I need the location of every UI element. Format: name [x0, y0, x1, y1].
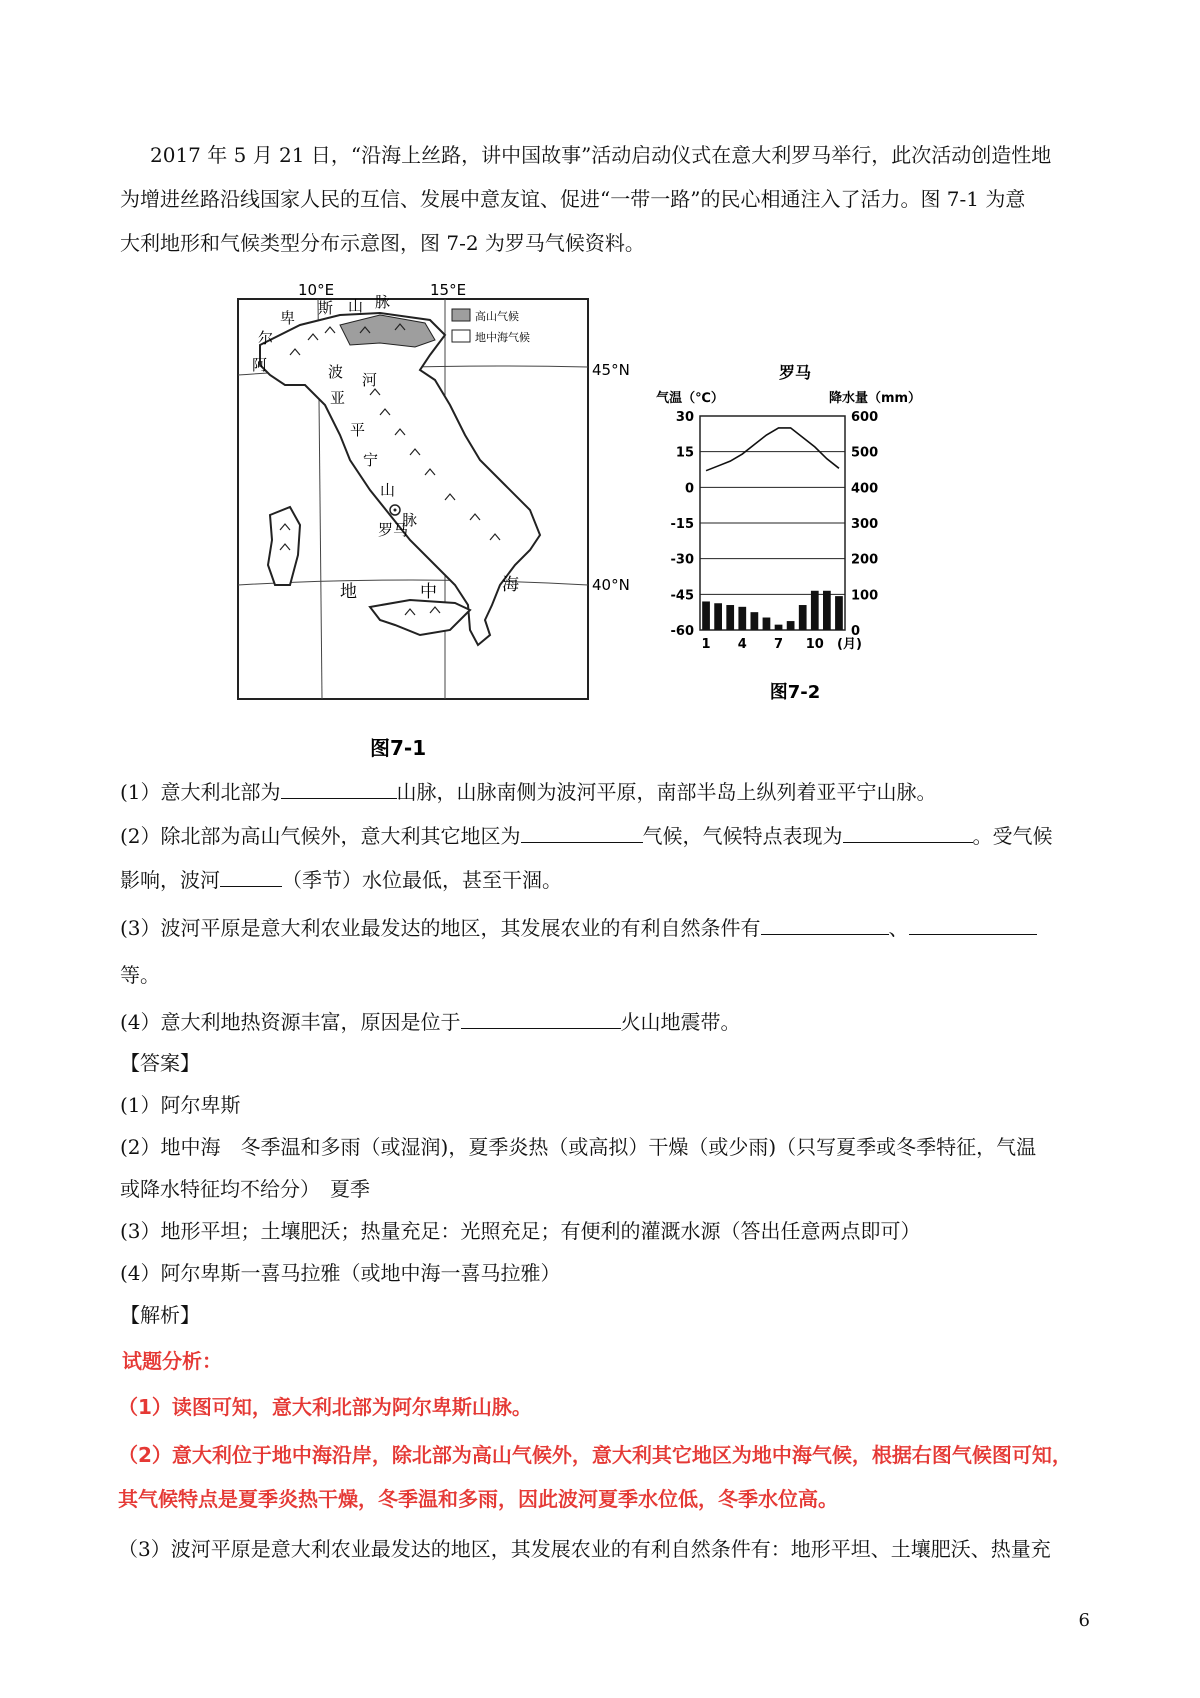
chart-temperature-line	[706, 428, 839, 471]
question-1-text-a: (1）意大利北部为	[120, 780, 281, 804]
chart-precip-bar	[787, 621, 795, 630]
label-apennine-3: 宁	[363, 451, 379, 469]
label-rome: 罗马	[378, 521, 409, 539]
chart-title: 罗马	[778, 363, 812, 382]
question-1-text-b: 山脉，山脉南侧为波河平原，南部半岛上纵列着亚平宁山脉。	[396, 780, 937, 804]
analysis-red-line-2: （2）意大利位于地中海沿岸，除北部为高山气候外，意大利其它地区为地中海气候，根据右图气候图可知，	[118, 1443, 1072, 1467]
chart-temp-tick-label: -15	[670, 517, 694, 532]
chart-precip-bar	[835, 596, 843, 630]
chart-precip-bar	[799, 605, 807, 630]
chart-month-tick-label: 1	[701, 637, 711, 652]
question-2-text-b: 气候，气候特点表现为	[642, 824, 843, 848]
answer-1: (1）阿尔卑斯	[120, 1093, 241, 1117]
lat-label-40n: 40°N	[592, 576, 630, 594]
question-2-text-a: (2）除北部为高山气候外，意大利其它地区为	[120, 824, 521, 848]
chart-temp-tick-label: 0	[684, 481, 694, 497]
chart-precip-bar	[702, 601, 710, 630]
question-3-line-2: 等。	[120, 963, 160, 987]
legend-label-alpine: 高山气候	[475, 310, 519, 323]
question-2-blank-2[interactable]	[843, 820, 973, 843]
chart-precip-tick-label: 0	[851, 624, 861, 639]
chart-precip-bar	[738, 607, 746, 630]
label-po-1: 波	[328, 363, 344, 381]
chart-precip-bar	[775, 625, 783, 630]
chart-caption: 图7-2	[769, 682, 821, 703]
label-po-2: 河	[362, 371, 378, 389]
question-3-text-a: (3）波河平原是意大利农业最发达的地区，其发展农业的有利自然条件有	[120, 916, 761, 940]
question-2-line-2	[120, 864, 562, 895]
label-sea-1: 地	[340, 582, 357, 602]
label-alps-4: 斯	[318, 299, 334, 317]
chart-temp-tick-label: -30	[670, 552, 694, 568]
analysis-red-line-1: （1）读图可知，意大利北部为阿尔卑斯山脉。	[118, 1395, 532, 1419]
intro-line-3: 大利地形和气候类型分布示意图，图 7-2 为罗马气候资料。	[120, 231, 645, 255]
label-alps-5: 山	[348, 297, 364, 315]
analysis-red-line-3: 其气候特点是夏季炎热干燥，冬季温和多雨，因此波河夏季水位低，冬季水位高。	[118, 1487, 838, 1511]
label-apennine-1: 亚	[330, 389, 346, 407]
lon-label-10e: 10°E	[298, 281, 335, 299]
question-1-blank[interactable]	[281, 776, 397, 799]
question-1	[120, 776, 937, 807]
question-4-text-a: (4）意大利地热资源丰富，原因是位于	[120, 1010, 461, 1034]
label-sea-3: 海	[502, 575, 519, 595]
question-2-text-d: 影响，波河	[120, 868, 220, 892]
analysis-line-3: （3）波河平原是意大利农业最发达的地区，其发展农业的有利自然条件有：地形平坦、土壤肥沃、热量充	[118, 1537, 1051, 1561]
intro-line-2: 为增进丝路沿线国家人民的互信、发展中意友谊、促进“一带一路”的民心相通注入了活力。图 7-1 为意	[120, 187, 1026, 211]
analysis-red-line-0: 试题分析：	[122, 1349, 222, 1373]
lon-label-15e: 15°E	[430, 281, 467, 299]
answer-3: (3）地形平坦；土壤肥沃；热量充足：光照充足；有便利的灌溉水源（答出任意两点即可）	[120, 1219, 921, 1243]
answer-4: (4）阿尔卑斯一喜马拉雅（或地中海一喜马拉雅）	[120, 1261, 561, 1285]
analysis-heading: 【解析】	[120, 1303, 200, 1327]
chart-precip-tick-label: 200	[851, 552, 879, 568]
answer-2-line-1: (2）地中海 冬季温和多雨（或湿润)，夏季炎热（或高拟）干燥（或少雨)（只写夏季或冬季特征，气温	[120, 1135, 1037, 1159]
chart-precip-tick-label: 400	[851, 481, 879, 497]
question-4-text-b: 火山地震带。	[620, 1010, 741, 1034]
question-2-text-c: 。受气候	[972, 824, 1053, 848]
question-3-blank-2[interactable]	[909, 912, 1037, 935]
chart-precip-bar	[763, 618, 771, 630]
label-apennine-5: 脉	[402, 511, 418, 529]
question-2-blank-1[interactable]	[521, 820, 643, 843]
chart-precip-tick-label: 100	[851, 588, 879, 604]
chart-temp-tick-label: 15	[675, 445, 694, 461]
label-alps-3: 卑	[280, 309, 296, 327]
legend-label-mediterranean: 地中海气候	[475, 331, 530, 344]
map-caption: 图7-1	[370, 736, 427, 760]
chart-precip-bar	[726, 605, 734, 630]
chart-ylabel-right: 降水量（mm）	[828, 391, 922, 406]
label-apennine-4: 山	[380, 481, 396, 499]
legend-swatch-alpine	[452, 309, 470, 321]
chart-precip-bar	[823, 591, 831, 630]
chart-precip-bar	[811, 591, 819, 630]
chart-precip-tick-label: 600	[851, 410, 879, 425]
question-2-text-e: （季节）水位最低，甚至干涸。	[282, 868, 562, 892]
chart-temp-tick-label: 30	[675, 410, 694, 425]
label-alps-6: 脉	[375, 293, 391, 311]
italy-map-figure	[230, 281, 630, 775]
label-alps-2: 尔	[258, 329, 274, 347]
chart-temp-tick-label: -45	[670, 588, 694, 604]
question-3-text-b: 、	[888, 916, 909, 940]
chart-month-tick-label: 4	[737, 637, 747, 652]
chart-precip-bar	[714, 603, 722, 630]
question-3-blank-1[interactable]	[761, 912, 889, 935]
rome-climate-chart	[656, 360, 930, 720]
intro-line-1: 2017 年 5 月 21 日，“沿海上丝路，讲中国故事”活动启动仪式在意大利罗马举行，此次活动创造性地	[150, 143, 1052, 167]
label-apennine-2: 平	[350, 421, 366, 439]
question-4	[120, 1006, 741, 1037]
chart-precip-tick-label: 300	[851, 517, 879, 532]
answer-heading: 【答案】	[120, 1051, 200, 1075]
chart-xlabel: (月)	[837, 637, 862, 652]
label-sea-2: 中	[420, 582, 437, 602]
chart-ylabel-left: 气温（℃）	[656, 391, 724, 406]
answer-2-line-2: 或降水特征均不给分） 夏季	[120, 1177, 370, 1201]
question-2-blank-3[interactable]	[220, 864, 282, 887]
legend-swatch-mediterranean	[452, 330, 470, 342]
question-4-blank[interactable]	[461, 1006, 621, 1029]
chart-precip-bar	[751, 612, 759, 630]
chart-precip-tick-label: 500	[851, 445, 879, 461]
chart-month-tick-label: 10	[805, 637, 824, 652]
label-alps-1: 阿	[252, 356, 268, 374]
chart-month-tick-label: 7	[774, 637, 784, 652]
lat-label-45n: 45°N	[592, 361, 630, 379]
chart-temp-tick-label: -60	[670, 624, 694, 639]
page-number: 6	[1078, 1610, 1090, 1631]
question-2-line-1	[120, 820, 1053, 851]
question-3-line-1	[120, 912, 1037, 943]
